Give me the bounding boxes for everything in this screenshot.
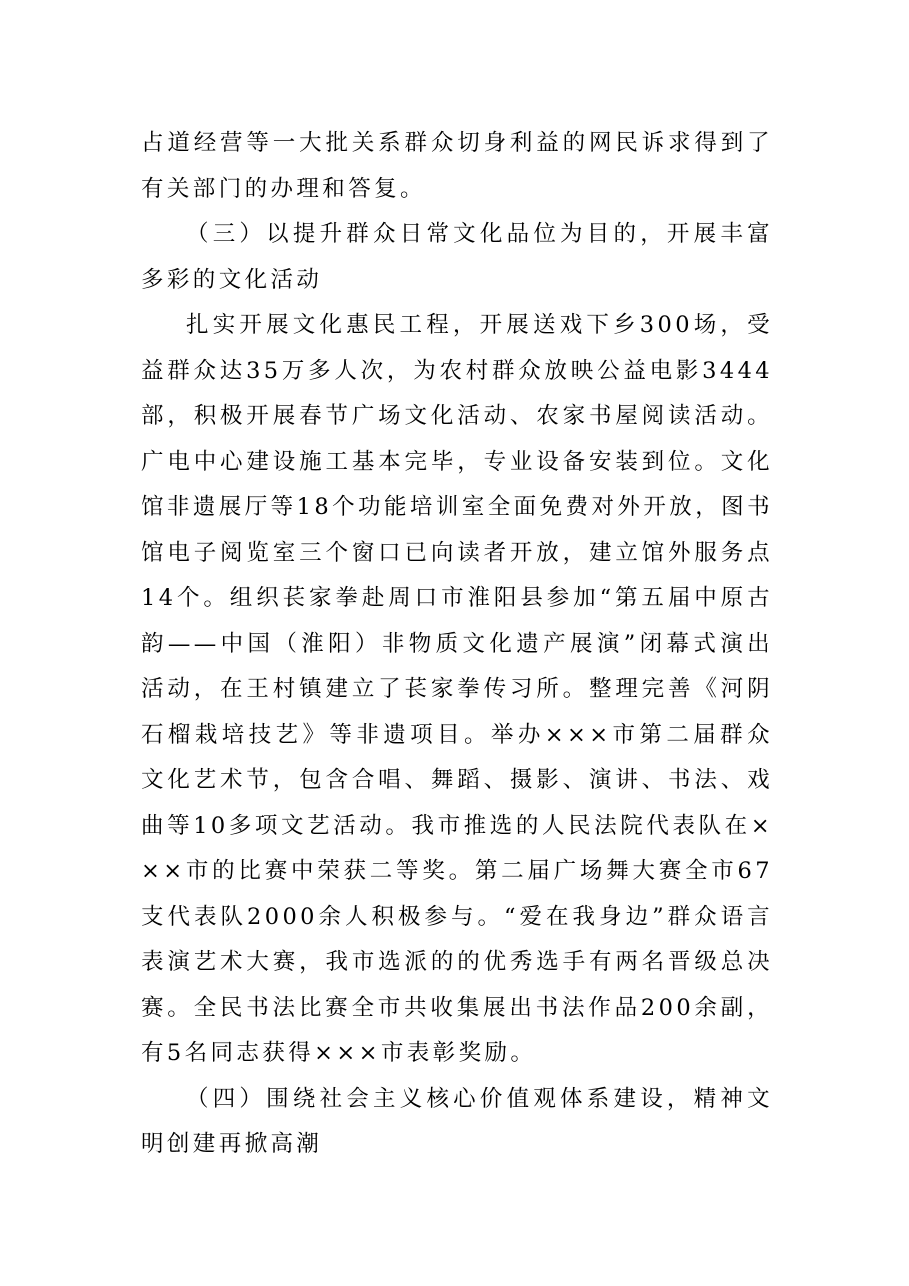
section-heading-3: （三）以提升群众日常文化品位为目的，开展丰富多彩的文化活动 <box>141 221 773 293</box>
document-body <box>141 121 773 1168</box>
section-heading-4: （四）围绕社会主义核心价值观体系建设，精神文明创建再掀高潮 <box>141 1085 773 1157</box>
paragraph-continuation: 占道经营等一大批关系群众切身利益的网民诉求得到了有关部门的办理和答复。 <box>141 130 773 202</box>
paragraph-cultural-activities: 扎实开展文化惠民工程，开展送戏下乡300场，受益群众达35万多人次，为农村群众放映公益电影3444部，积极开展春节广场文化活动、农家书屋阅读活动。广电中心建设施工基本完毕，专业设备安装到位。文化馆非遗展厅等18个功能培训室全面免费对外开放，图书馆电子阅览室三个窗口已向读者开放，建立馆外服务点14个。组织苌家拳赴周口市淮阳县参加“第五届中原古韵——中国（淮阳）非物质文化遗产展演”闭幕式演出活动，在王村镇建立了苌家拳传习所。整理完善《河阴石榴栽培技艺》等非遗项目。举办×××市第二届群众文化艺术节，包含合唱、舞蹈、摄影、演讲、书法、戏曲等10多项文艺活动。我市推选的人民法院代表队在×××市的比赛中荣获二等奖。第二届广场舞大赛全市67支代表队2000余人积极参与。“爱在我身边”群众语言表演艺术大赛，我市选派的的优秀选手有两名晋级总决赛。全民书法比赛全市共收集展出书法作品200余副，有5名同志获得×××市表彰奖励。 <box>141 312 773 1066</box>
